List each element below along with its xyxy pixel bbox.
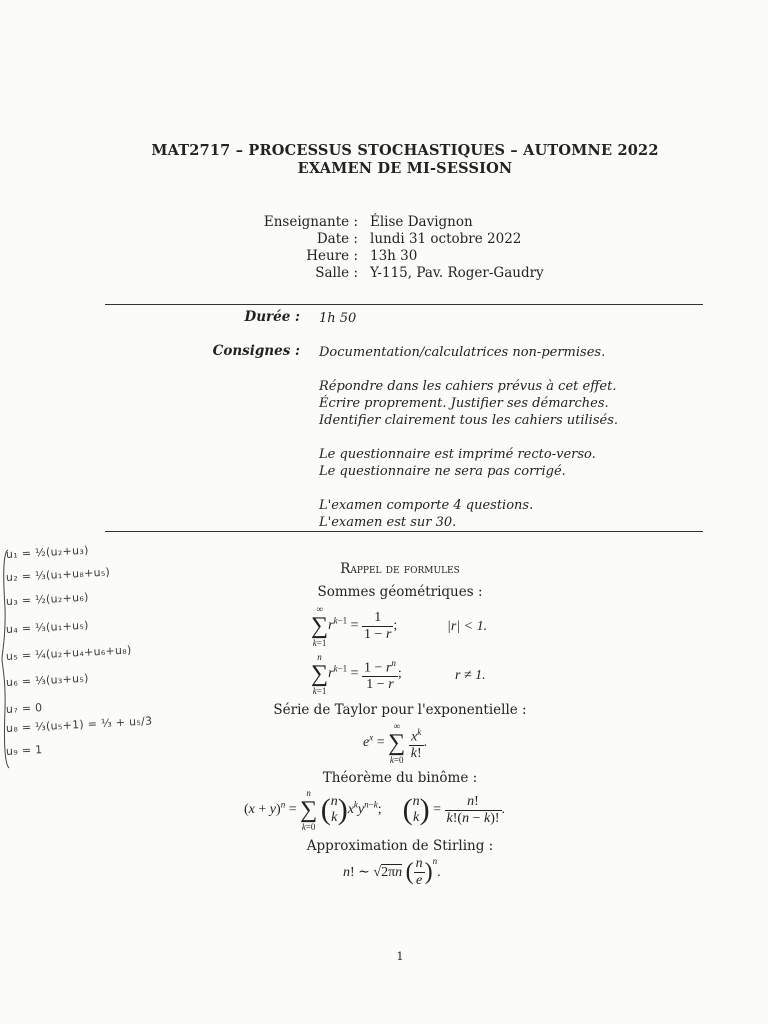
consigne-line: Le questionnaire est imprimé recto-verso. bbox=[319, 447, 596, 462]
duree-label: Durée : bbox=[244, 309, 300, 325]
handwritten-note: u₃ = ½(u₂+u₆) bbox=[5, 590, 89, 608]
consignes-label: Consignes : bbox=[212, 343, 300, 359]
geo-formula-2: n ∑ k=1 $r^{k-1}$ = $\frac{1 - r^n}{1 - r}$ ; bbox=[311, 652, 402, 696]
info-label-salle: Salle : bbox=[315, 265, 358, 281]
duree-value: 1h 50 bbox=[319, 311, 357, 326]
handwritten-note: u₂ = ⅓(u₁+u₈+u₅) bbox=[5, 565, 111, 584]
page-number: 1 bbox=[396, 950, 404, 963]
geo-condition-2: r ≠ 1. bbox=[455, 668, 486, 683]
taylor-heading: Série de Taylor pour l'exponentielle : bbox=[273, 702, 527, 718]
divider-top bbox=[105, 304, 703, 305]
info-label-heure: Heure : bbox=[306, 248, 358, 264]
stirling-formula: n! ∼ √2πn ( $\frac{n}{e}$ )$^n$. bbox=[343, 856, 441, 889]
binom-formula: $(x + y)^n$ = n ∑ k=0 (n $k)x^ky^{n-k}$; (n k) = $\frac{n!}{k!(n - k)!}$ . bbox=[244, 788, 506, 832]
info-value-date: lundi 31 octobre 2022 bbox=[370, 231, 522, 247]
consigne-line: Le questionnaire ne sera pas corrigé. bbox=[319, 464, 566, 479]
geo-heading: Sommes géométriques : bbox=[317, 584, 483, 600]
consigne-line: L'examen comporte 4 questions. bbox=[319, 498, 534, 513]
handwritten-note: u₉ = 1 bbox=[5, 743, 43, 758]
info-value-heure: 13h 30 bbox=[370, 248, 418, 264]
consigne-line: Identifier clairement tous les cahiers utilisés. bbox=[319, 413, 619, 428]
consigne-line: Répondre dans les cahiers prévus à cet effet. bbox=[319, 379, 617, 394]
consigne-line: Documentation/calculatrices non-permises. bbox=[319, 345, 606, 360]
exam-title-line1: MAT2717 – PROCESSUS STOCHASTIQUES – AUTOMNE 2022 bbox=[151, 142, 659, 159]
handwritten-note: u₇ = 0 bbox=[5, 701, 43, 716]
binom-heading: Théorème du binôme : bbox=[322, 770, 478, 786]
consigne-line: L'examen est sur 30. bbox=[319, 515, 457, 530]
handwritten-note: u₈ = ⅓(u₅+1) = ⅓ + u₅/3 bbox=[5, 714, 153, 735]
info-value-enseignante: Élise Davignon bbox=[370, 214, 473, 230]
handwritten-note: u₄ = ⅓(u₁+u₅) bbox=[5, 618, 89, 636]
info-value-salle: Y-115, Pav. Roger-Gaudry bbox=[370, 265, 544, 281]
geo-formula-1: ∞ ∑ k=1 $r^{k-1}$ = $\frac{1}{1 - r}$ ; bbox=[311, 604, 398, 648]
exam-title-line2: EXAMEN DE MI-SESSION bbox=[297, 160, 513, 177]
handwritten-note: u₆ = ⅓(u₃+u₅) bbox=[5, 671, 89, 689]
taylor-formula: $e^x$ = ∞ ∑ k=0 $\frac{x^k}{k!}$ . bbox=[363, 721, 428, 765]
info-label-date: Date : bbox=[316, 231, 358, 247]
stirling-heading: Approximation de Stirling : bbox=[306, 838, 494, 854]
divider-bottom bbox=[105, 531, 703, 532]
formulas-heading: Rappel de formules bbox=[340, 561, 460, 577]
geo-condition-1: |r| < 1. bbox=[447, 619, 488, 634]
handwritten-note: u₁ = ½(u₂+u₃) bbox=[5, 543, 89, 561]
consigne-line: Écrire proprement. Justifier ses démarches. bbox=[319, 396, 609, 411]
handwritten-note: u₅ = ¼(u₂+u₄+u₆+u₈) bbox=[5, 643, 132, 663]
info-label-enseignante: Enseignante : bbox=[263, 214, 358, 230]
